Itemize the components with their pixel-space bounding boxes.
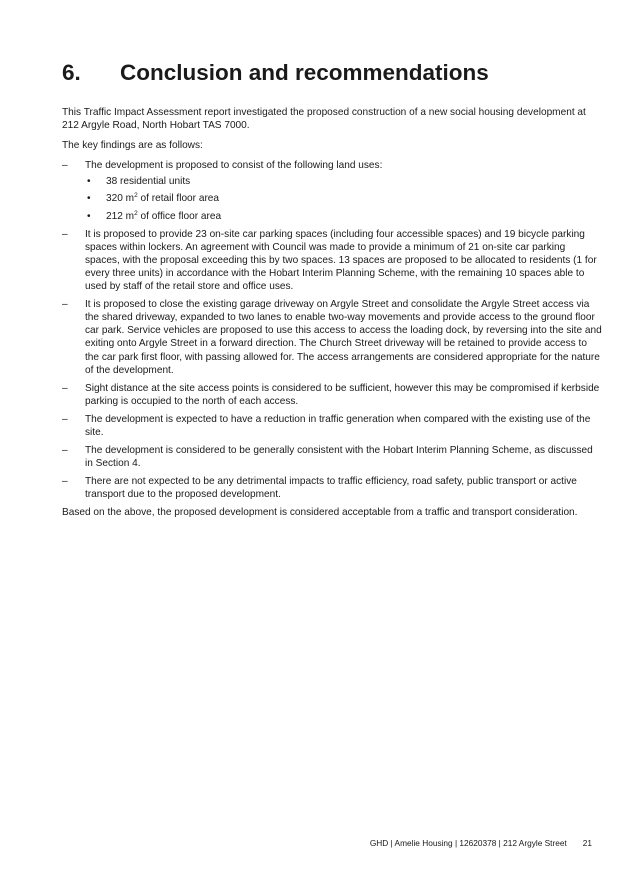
page-number: 21 (582, 838, 592, 848)
section-heading (62, 60, 489, 86)
finding-item (62, 298, 602, 377)
land-use-text: 38 residential units (106, 176, 191, 188)
finding-item-land-uses (62, 159, 602, 222)
land-use-value: 320 m (106, 193, 135, 205)
bullet-marker: • (87, 210, 91, 222)
intro-paragraph: This Traffic Impact Assessment report investigated the proposed construction of a new social housing development at 212 Argyle Road, North Hobart TAS 7000. (62, 107, 586, 132)
dash-marker: – (62, 160, 68, 172)
finding-text: The development is considered to be generally consistent with the Hobart Interim Planning Scheme, as discussed in Section 4. (85, 445, 593, 470)
land-use-value: 212 m (106, 210, 135, 222)
land-use-text: of retail floor area (137, 193, 220, 205)
dash-marker: – (62, 476, 68, 488)
dash-marker: – (62, 382, 68, 394)
findings-list (62, 159, 602, 501)
footer-text: GHD | Amelie Housing | 12620378 | 212 Argyle Street (369, 838, 567, 848)
dash-marker: – (62, 299, 68, 311)
land-use-item (85, 192, 602, 205)
land-use-item (85, 210, 602, 223)
land-uses-list (85, 175, 602, 222)
land-use-item (85, 175, 602, 188)
section-title: Conclusion and recommendations (120, 60, 489, 85)
finding-item (62, 475, 602, 501)
unit-superscript: 2 (134, 192, 138, 200)
bullet-marker: • (87, 193, 91, 205)
finding-item (62, 228, 602, 293)
section-number: 6. (62, 60, 81, 85)
finding-text: It is proposed to provide 23 on-site car parking spaces (including four accessible spaces) and 19 bicycle parking spaces within lockers. An agreement with Council was made to provide a minimum of 21 on-site car parking spaces, with the proposal exceeding this by two spaces. 13 spaces are proposed to be allocated to residents (1 for every three units) in accordance with the Hobart Interim Planning Scheme, with the remaining 10 spaces able to used by staff of the retail store and office uses. (85, 228, 597, 293)
page-footer (62, 838, 592, 848)
bullet-marker: • (87, 176, 91, 188)
dash-marker: – (62, 445, 68, 457)
finding-item (62, 413, 602, 439)
unit-superscript: 2 (134, 209, 138, 217)
dash-marker: – (62, 413, 68, 425)
finding-text: It is proposed to close the existing garage driveway on Argyle Street and consolidate the Argyle Street access via the shared driveway, expanded to two lanes to enable two-way movements and provide access to the ground floor car park. Service vehicles are proposed to use this access to access the loading dock, by reversing into the site and exiting onto Argyle Street in a forward direction. The Church Street driveway will be retained to provide access to the car park first floor, with passing allowed for. The access arrangements are considered appropriate for the nature of the development. (85, 299, 602, 376)
section-body (62, 106, 602, 527)
finding-text: Sight distance at the site access points is considered to be sufficient, however this may be compromised if kerbside parking is occupied to the north of each access. (85, 382, 600, 407)
conclusion-paragraph: Based on the above, the proposed development is considered acceptable from a traffic and transport consideration. (62, 507, 578, 519)
land-use-text: of office floor area (137, 210, 222, 222)
findings-lead: The key findings are as follows: (62, 140, 203, 152)
finding-text: The development is expected to have a reduction in traffic generation when compared with the existing use of the site. (85, 413, 591, 438)
finding-text: There are not expected to be any detrimental impacts to traffic efficiency, road safety, public transport or active transport due to the proposed development. (85, 476, 577, 501)
land-uses-lead: The development is proposed to consist of the following land uses: (85, 160, 383, 172)
finding-item (62, 382, 602, 408)
dash-marker: – (62, 228, 68, 240)
finding-item (62, 444, 602, 470)
